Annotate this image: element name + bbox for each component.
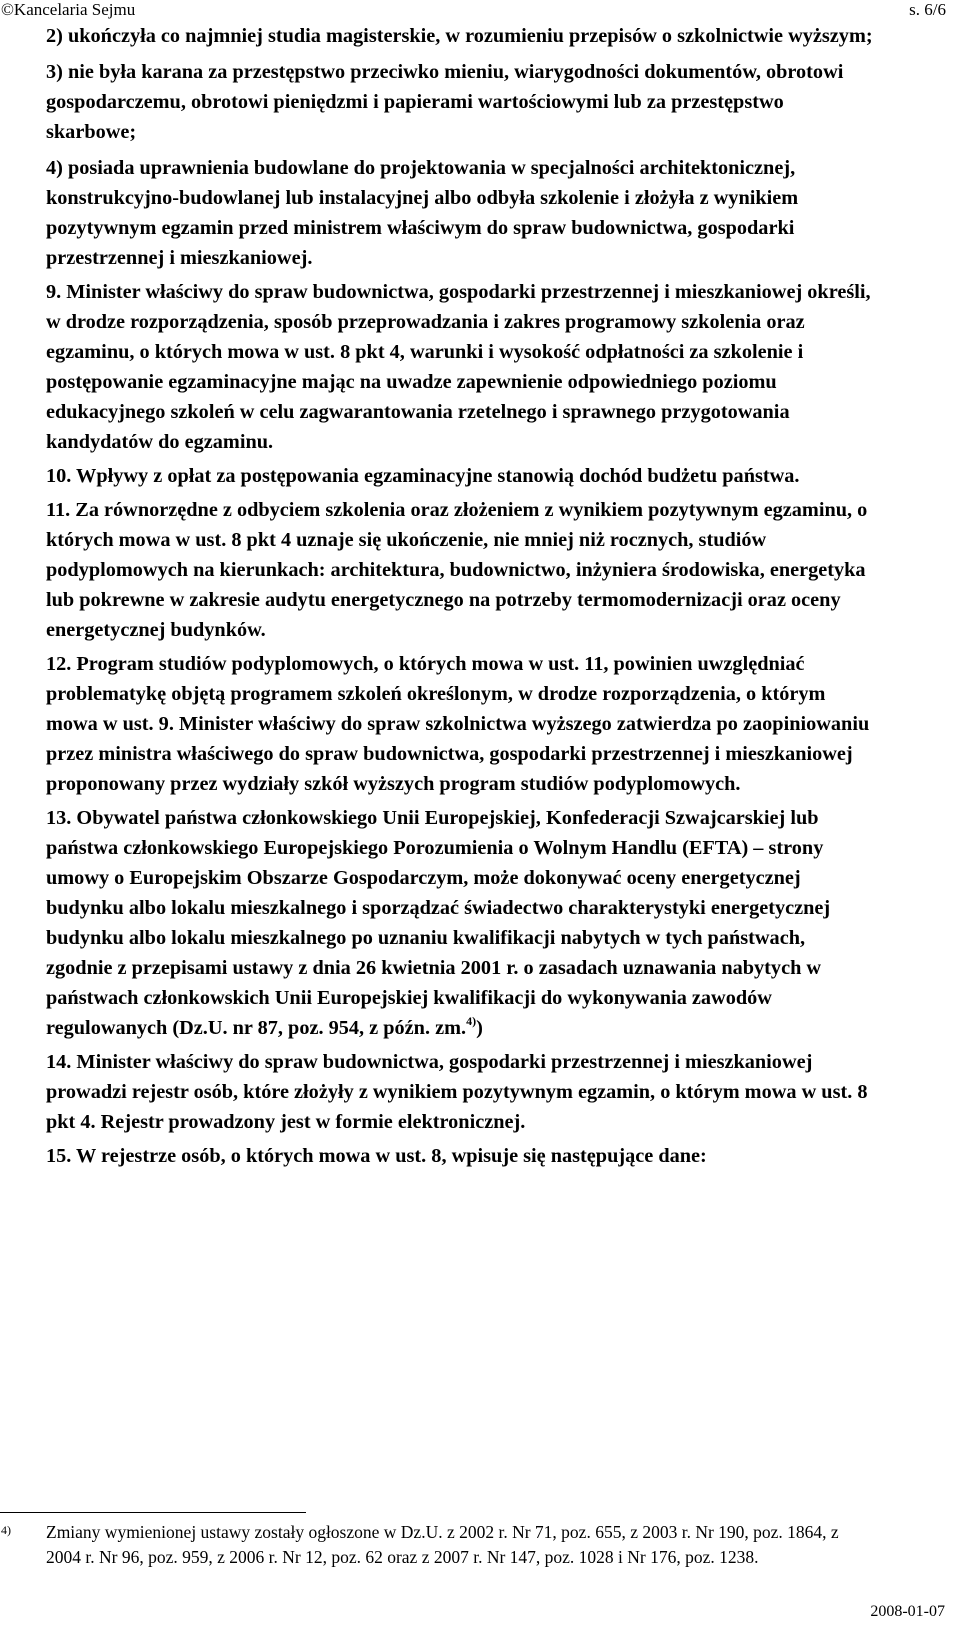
document-body — [46, 21, 876, 1171]
list-item-3: 3) nie była karana za przestępstwo przeciwko mieniu, wiarygodności dokumentów, obrotowi gospodarczemu, obrotowi pieniędzmi i papierami wartościowymi lub za przestępstwo skarbowe; — [46, 61, 844, 143]
paragraph-11: 11. Za równorzędne z odbyciem szkolenia oraz złożeniem z wynikiem pozytywnym egzaminu, o których mowa w ust. 8 pkt 4 uznaje się ukończenie, nie mniej niż rocznych, studiów podyplomowych na kierunkach: architektura, budownictwo, inżyniera środowiska, energetyka lub pokrewne w zakresie audytu energetycznego na potrzeby termomodernizacji oraz oceny energetycznej budynków. — [46, 499, 868, 641]
footnote-separator — [0, 1512, 306, 1513]
footnote-mark: 4) — [1, 1523, 11, 1537]
page-header — [0, 0, 946, 20]
paragraph-9: 9. Minister właściwy do spraw budownictwa, gospodarki przestrzennej i mieszkaniowej określi, w drodze rozporządzenia, sposób przeprowadzania i zakres programowy szkolenia oraz egzaminu, o których mowa w ust. 8 pkt 4, warunki i wysokość odpłatności za szkolenie i postępowanie egzaminacyjne mając na uwadze zapewnienie odpowiedniego poziomu edukacyjnego szkoleń w celu zagwarantowania rzetelnego i sprawnego przygotowania kandydatów do egzaminu. — [46, 281, 871, 453]
paragraph-13-closing: ) — [476, 1017, 483, 1039]
list-item-2: 2) ukończyła co najmniej studia magisterskie, w rozumieniu przepisów o szkolnictwie wyższym; — [46, 25, 873, 47]
paragraph-13-text: 13. Obywatel państwa członkowskiego Unii Europejskiej, Konfederacji Szwajcarskiej lub państwa członkowskiego Europejskiego Porozumienia o Wolnym Handlu (EFTA) – strony umowy o Europejskim Obszarze Gospodarczym, może dokonywać oceny energetycznej budynku albo lokalu mieszkalnego i sporządzać świadectwo charakterystyki energetycznej budynku albo lokalu mieszkalnego po uznaniu kwalifikacji nabytych w tych państwach, zgodnie z przepisami ustawy z dnia 26 kwietnia 2001 r. o zasadach uznawania nabytych w państwach członkowskich Unii Europejskiej kwalifikacji do wykonywania zawodów regulowanych (Dz.U. nr 87, poz. 954, z późn. zm. — [46, 807, 831, 1039]
paragraph-15: 15. W rejestrze osób, o których mowa w ust. 8, wpisuje się następujące dane: — [46, 1145, 707, 1167]
paragraph-13 — [46, 803, 876, 1043]
footnote-reference: 4) — [466, 1014, 477, 1028]
paragraph-14: 14. Minister właściwy do spraw budownictwa, gospodarki przestrzennej i mieszkaniowej prowadzi rejestr osób, które złożyły z wynikiem pozytywnym egzamin, o którym mowa w ust. 8 pkt 4. Rejestr prowadzony jest w formie elektronicznej. — [46, 1051, 868, 1133]
page-number: s. 6/6 — [909, 0, 946, 19]
paragraph-10: 10. Wpływy z opłat za postępowania egzaminacyjne stanowią dochód budżetu państwa. — [46, 465, 800, 487]
copyright-label: ©Kancelaria Sejmu — [1, 0, 136, 19]
footnote-text: Zmiany wymienionej ustawy zostały ogłoszone w Dz.U. z 2002 r. Nr 71, poz. 655, z 2003 r. Nr 190, poz. 1864, z 2004 r. Nr 96, poz. 959, z 2006 r. Nr 12, poz. 62 oraz z 2007 r. Nr 147, poz. 1028 i Nr 176, poz. 1238. — [46, 1522, 839, 1567]
paragraph-12: 12. Program studiów podyplomowych, o których mowa w ust. 11, powinien uwzględniać problematykę objętą programem szkoleń określonym, w drodze rozporządzenia, o którym mowa w ust. 9. Minister właściwy do spraw szkolnictwa wyższego zatwierdza po zaopiniowaniu przez ministra właściwego do spraw budownictwa, gospodarki przestrzennej i mieszkaniowej proponowany przez wydziały szkół wyższych program studiów podyplomowych. — [46, 653, 870, 795]
footer-date: 2008-01-07 — [870, 1603, 945, 1620]
list-item-4: 4) posiada uprawnienia budowlane do projektowania w specjalności architektonicznej, konstrukcyjno-budowlanej lub instalacyjnej albo odbyła szkolenie i złożyła z wynikiem pozytywnym egzamin przed ministrem właściwym do spraw budownictwa, gospodarki przestrzennej i mieszkaniowej. — [46, 157, 799, 269]
